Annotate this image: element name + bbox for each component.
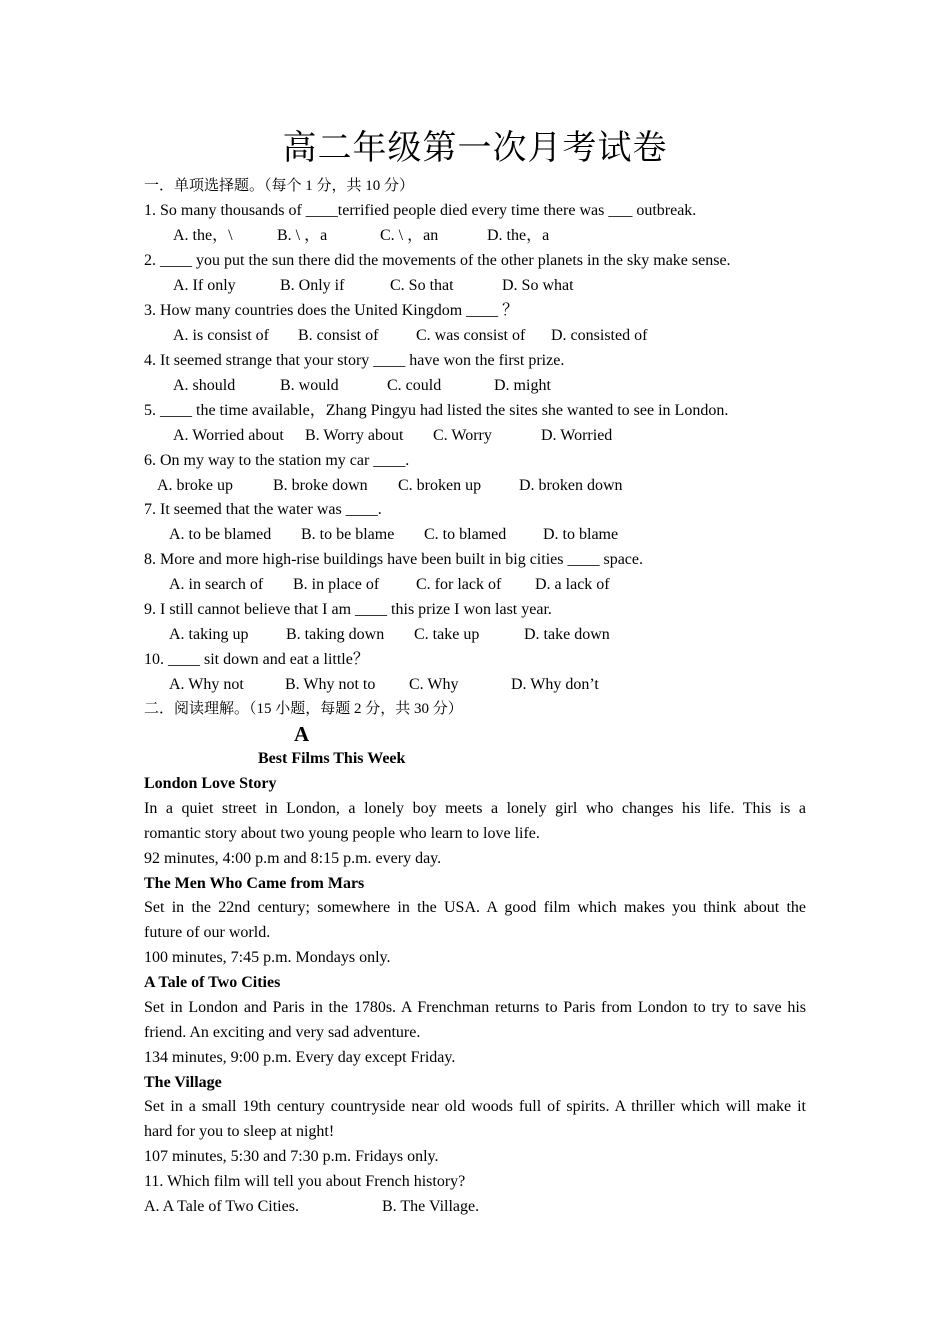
option-a: A. If only <box>173 277 236 294</box>
option-b: B. Only if <box>280 277 345 294</box>
option-d: D. a lack of <box>535 576 610 593</box>
film-description: In a quiet street in London, a lonely boy meets a lonely girl who changes his life. This is a <box>144 800 806 817</box>
film-name: London Love Story <box>144 775 277 792</box>
question-6: 6. On my way to the station my car ____. <box>144 452 410 469</box>
question-9: 9. I still cannot believe that I am ____ this prize I won last year. <box>144 601 552 618</box>
passage-letter: A <box>294 722 310 746</box>
section2-heading: 二．阅读理解。（15 小题，每题 2 分，共 30 分） <box>144 701 463 717</box>
question-8: 8. More and more high-rise buildings have been built in big cities ____ space. <box>144 551 643 568</box>
option-d: D. consisted of <box>551 327 648 344</box>
option-c: C. for lack of <box>416 576 502 593</box>
question-3: 3. How many countries does the United Kingdom ____ ？ <box>144 302 519 319</box>
option-d: D. So what <box>502 277 574 294</box>
question-1: 1. So many thousands of ____terrified people died every time there was ___ outbreak. <box>144 202 697 219</box>
film-info: 107 minutes, 5:30 and 7:30 p.m. Fridays only. <box>144 1148 439 1165</box>
option-b: B. \ ，a <box>277 227 328 244</box>
option-a: A. A Tale of Two Cities. <box>144 1198 299 1215</box>
option-c: C. \ ，an <box>380 227 439 244</box>
option-c: C. was consist of <box>416 327 526 344</box>
option-c: C. to blamed <box>424 526 507 543</box>
film-info: 100 minutes, 7:45 p.m. Mondays only. <box>144 949 391 966</box>
option-a: A. broke up <box>157 477 233 494</box>
question-4: 4. It seemed strange that your story ____ have won the first prize. <box>144 352 565 369</box>
film-description-cont: hard for you to sleep at night! <box>144 1123 335 1140</box>
passage-title: Best Films This Week <box>258 750 406 767</box>
option-a: A. Worried about <box>173 427 284 444</box>
film-info: 92 minutes, 4:00 p.m and 8:15 p.m. every day. <box>144 850 442 867</box>
option-b: B. would <box>280 377 339 394</box>
film-name: A Tale of Two Cities <box>144 974 281 991</box>
question-2: 2. ____ you put the sun there did the movements of the other planets in the sky make sense. <box>144 252 731 269</box>
option-d: D. take down <box>524 626 610 643</box>
option-a: A. is consist of <box>173 327 269 344</box>
option-b: B. in place of <box>293 576 380 593</box>
option-d: D. to blame <box>543 526 619 543</box>
question-7: 7. It seemed that the water was ____. <box>144 501 382 518</box>
film-description-cont: future of our world. <box>144 924 271 941</box>
option-c: C. So that <box>390 277 454 294</box>
option-a: A. should <box>173 377 236 394</box>
option-a: A. to be blamed <box>169 526 272 543</box>
option-a: A. in search of <box>169 576 264 593</box>
film-name: The Village <box>144 1074 222 1091</box>
option-a: A. the，\ <box>173 227 233 244</box>
option-d: D. the，a <box>487 227 550 244</box>
question-10: 10. ____ sit down and eat a little？ <box>144 651 369 668</box>
option-d: D. broken down <box>519 477 623 494</box>
option-c: C. could <box>387 377 442 394</box>
option-b: B. The Village. <box>382 1198 480 1215</box>
option-b: B. to be blame <box>301 526 395 543</box>
option-d: D. Worried <box>541 427 613 444</box>
section1-heading: 一．单项选择题。（每个 1 分，共 10 分） <box>144 178 415 194</box>
question-11: 11. Which film will tell you about French history? <box>144 1173 466 1190</box>
option-c: C. broken up <box>398 477 482 494</box>
film-name: The Men Who Came from Mars <box>144 875 365 892</box>
option-b: B. taking down <box>286 626 385 643</box>
option-c: C. Why <box>409 676 459 693</box>
option-a: A. Why not <box>169 676 244 693</box>
option-a: A. taking up <box>169 626 249 643</box>
film-info: 134 minutes, 9:00 p.m. Every day except Friday. <box>144 1049 456 1066</box>
option-c: C. Worry <box>433 427 492 444</box>
film-description-cont: romantic story about two young people who learn to love life. <box>144 825 540 842</box>
option-d: D. might <box>494 377 551 394</box>
option-b: B. Why not to <box>285 676 376 693</box>
option-b: B. Worry about <box>305 427 404 444</box>
option-b: B. broke down <box>273 477 368 494</box>
film-description-cont: friend. An exciting and very sad adventure. <box>144 1024 421 1041</box>
film-description: Set in the 22nd century; somewhere in the USA. A good film which makes you think about the <box>144 899 806 916</box>
film-description: Set in a small 19th century countryside near old woods full of spirits. A thriller which will make it <box>144 1098 806 1115</box>
question-5: 5. ____ the time available，Zhang Pingyu had listed the sites she wanted to see in London. <box>144 402 729 419</box>
option-b: B. consist of <box>298 327 379 344</box>
page-title: 高二年级第一次月考试卷 <box>282 128 668 168</box>
option-c: C. take up <box>414 626 480 643</box>
film-description: Set in London and Paris in the 1780s. A Frenchman returns to Paris from London to try to save his <box>144 999 806 1016</box>
option-d: D. Why don’t <box>511 676 599 693</box>
